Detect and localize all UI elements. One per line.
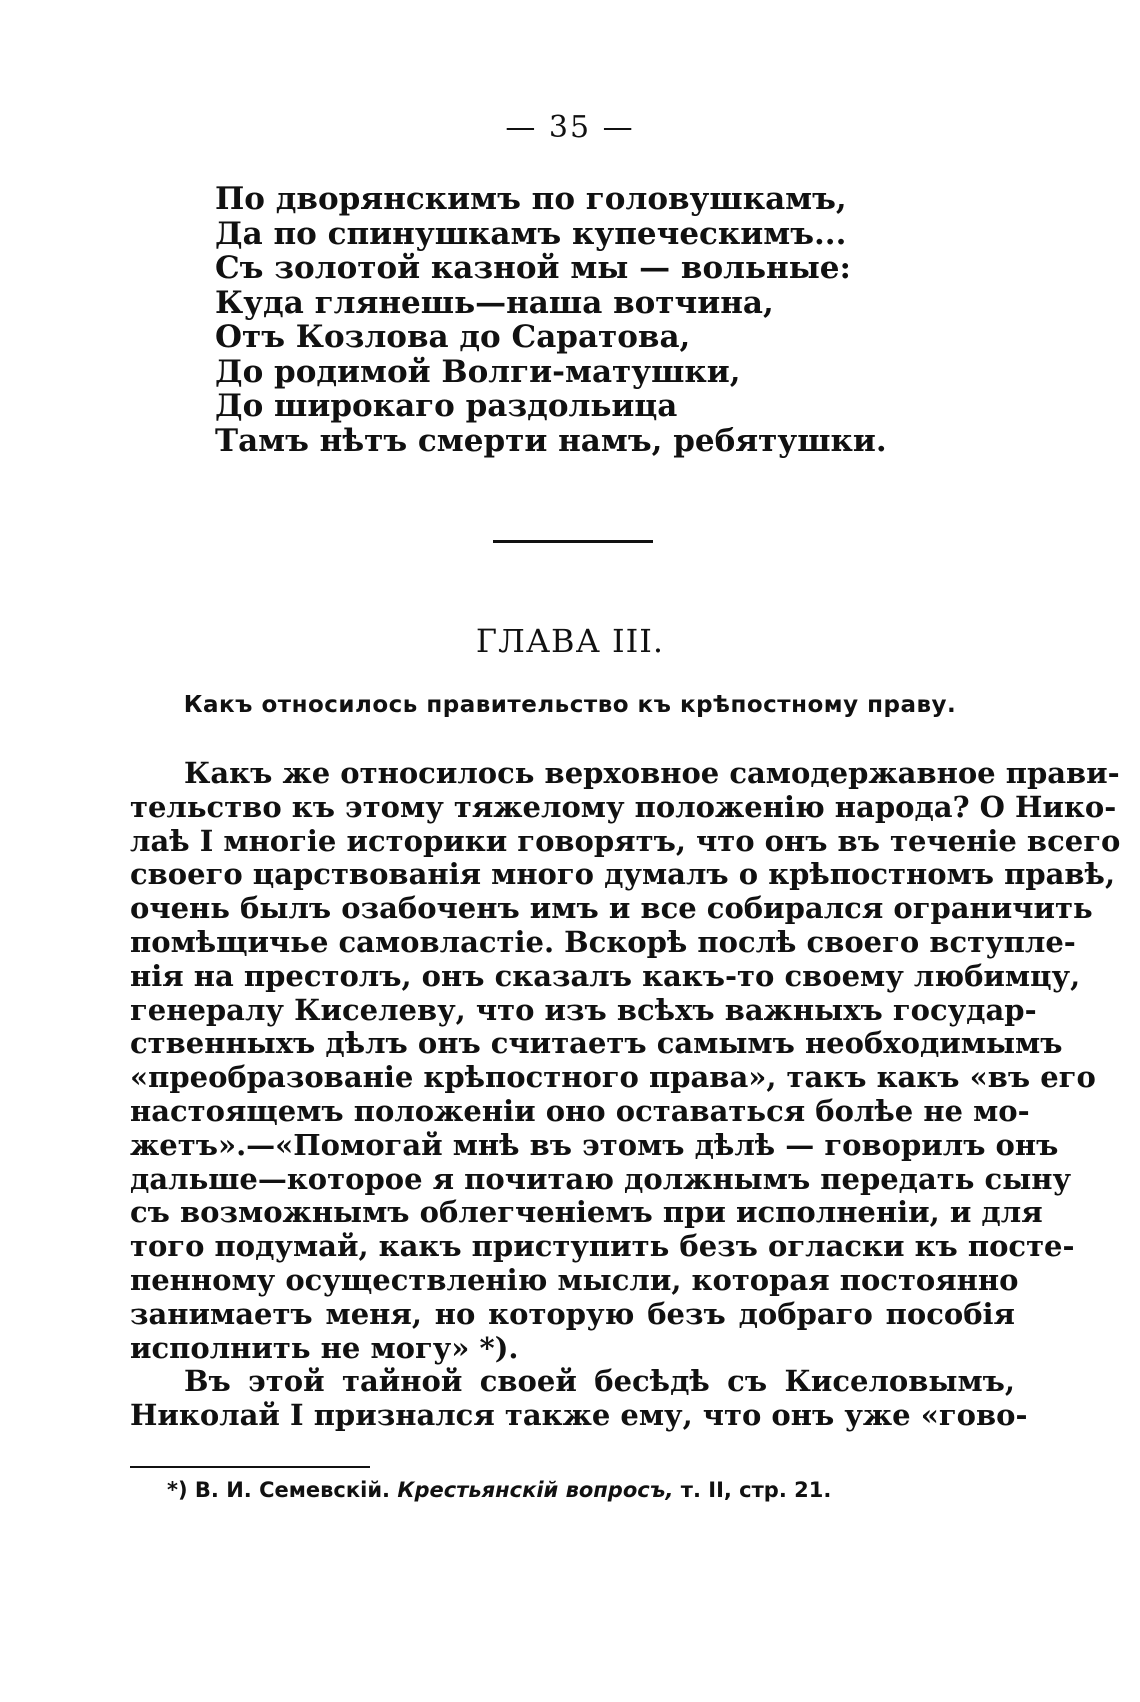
poem-line: По дворянскимъ по головушкамъ, xyxy=(215,181,847,217)
poem-line: Тамъ нѣтъ смерти намъ, ребятушки. xyxy=(215,422,887,459)
footnote-reference: т. II, стр. 21. xyxy=(680,1478,832,1502)
body-line: ственныхъ дѣлъ онъ считаетъ самымъ необходимымъ xyxy=(130,1026,1063,1061)
chapter-heading: ГЛАВА III. xyxy=(475,622,665,660)
poem-block xyxy=(215,181,887,459)
footnote-marker: *) xyxy=(167,1478,188,1502)
section-divider xyxy=(493,540,653,543)
poem-line: Да по спинушкамъ купеческимъ... xyxy=(215,215,847,252)
footnote-author: В. И. Семевскій. xyxy=(194,1478,391,1502)
body-line: Въ этой тайной своей бесѣдѣ съ Киселовымъ, xyxy=(184,1364,1015,1399)
body-line: Николай I признался также ему, что онъ уже «гово- xyxy=(130,1398,1028,1433)
body-line: своего царствованія много думалъ о крѣпостномъ правѣ, xyxy=(130,857,1116,892)
body-text xyxy=(130,756,1121,1433)
body-line: генералу Киселеву, что изъ всѣхъ важныхъ государ- xyxy=(130,992,1037,1027)
poem-line: До широкаго раздольица xyxy=(215,388,678,424)
body-line: пенному осуществленію мысли, которая постоянно xyxy=(130,1262,1019,1297)
poem-line: Куда глянешь—наша вотчина, xyxy=(215,284,774,321)
body-line: того подумай, какъ приступить безъ огласки къ посте- xyxy=(130,1229,1075,1264)
body-line: помѣщичье самовластіе. Вскорѣ послѣ своего вступле- xyxy=(130,924,1076,959)
body-line: исполнить не могу» *). xyxy=(130,1330,519,1365)
chapter-subtitle: Какъ относилось правительство къ крѣпостному праву. xyxy=(183,692,957,718)
body-line: лаѣ I многіе историки говорятъ, что онъ въ теченіе всего xyxy=(130,823,1121,858)
body-line: настоящемъ положеніи оно оставаться болѣе не мо- xyxy=(130,1093,1030,1128)
body-line: нія на престолъ, онъ сказалъ какъ-то своему любимцу, xyxy=(130,958,1081,993)
footnote-divider xyxy=(130,1466,370,1468)
body-line: дальше—которое я почитаю должнымъ передать сыну xyxy=(130,1161,1072,1196)
poem-line: Съ золотой казной мы — вольные: xyxy=(215,250,851,286)
body-line: тельство къ этому тяжелому положенію народа? О Нико- xyxy=(130,789,1117,824)
body-line: съ возможнымъ облегченіемъ при исполненіи, и для xyxy=(130,1195,1043,1230)
body-line: занимаетъ меня, но которую безъ добраго пособія xyxy=(130,1296,1015,1331)
body-line: жетъ».—«Помогай мнѣ въ этомъ дѣлѣ — говорилъ онъ xyxy=(130,1127,1059,1162)
poem-line: Отъ Козлова до Саратова, xyxy=(215,319,691,355)
poem-line: До родимой Волги-матушки, xyxy=(215,353,741,390)
body-line: Какъ же относилось верховное самодержавное прави- xyxy=(184,756,1120,790)
page-number: — 35 — xyxy=(505,110,635,145)
body-line: очень былъ озабоченъ имъ и все собирался ограничить xyxy=(130,891,1093,926)
footnote xyxy=(167,1478,831,1502)
footnote-title: Крестьянскій вопросъ, xyxy=(397,1478,674,1502)
body-line: «преобразованіе крѣпостного права», такъ какъ «въ его xyxy=(130,1060,1096,1095)
